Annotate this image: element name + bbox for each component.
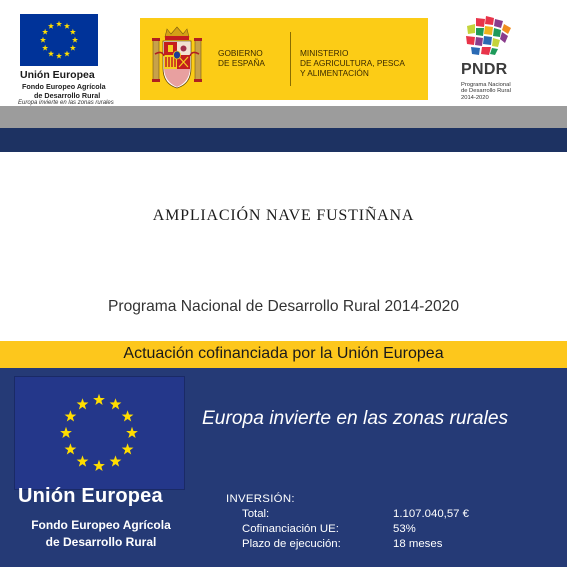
eu-star-icon <box>122 443 134 454</box>
navy-band <box>0 128 567 152</box>
eu-star-icon <box>65 443 77 454</box>
eu-logo <box>16 12 116 106</box>
header-logos <box>0 0 567 106</box>
investment-value-cofinancing: 53% <box>393 523 416 535</box>
eu-logo-fund <box>22 83 106 100</box>
footer-panel <box>0 368 567 567</box>
eu-star-icon <box>48 51 54 57</box>
eu-star-icon <box>77 398 89 409</box>
pndr-title: PNDR <box>461 61 508 78</box>
coat-of-arms-icon <box>152 26 202 92</box>
program-title: Programa Nacional de Desarrollo Rural 2014-2020 <box>107 298 460 315</box>
investment-value-duration: 18 meses <box>393 538 443 550</box>
footer-fund-line2: de Desarrollo Rural <box>45 535 157 549</box>
eu-flag-icon <box>14 376 185 490</box>
gray-band <box>0 106 567 128</box>
eu-star-icon <box>110 398 122 409</box>
eu-star-icon <box>93 394 105 405</box>
eu-star-icon <box>48 23 54 29</box>
eu-logo-fund-line2: de Desarrollo Rural <box>34 90 101 100</box>
eu-star-icon <box>56 53 62 59</box>
footer-eu-title: Unión Europea <box>18 485 163 507</box>
eu-logo-fund-line1: Fondo Europeo Agrícola <box>22 82 106 91</box>
eu-star-icon <box>64 51 70 57</box>
investment-label-total: Total: <box>242 508 270 520</box>
pndr-subtitle: Programa Nacional de Desarrollo Rural 2014-2020 <box>461 82 511 101</box>
eu-star-icon <box>42 45 48 51</box>
government-divider <box>290 32 291 86</box>
eu-flag-large-stars <box>15 377 184 489</box>
eu-star-icon <box>126 427 138 438</box>
cofinancing-band <box>0 341 567 368</box>
eu-star-icon <box>110 455 122 466</box>
eu-logo-title: Unión Europea <box>20 69 95 81</box>
footer-slogan: Europa invierte en las zonas rurales <box>202 408 509 429</box>
eu-star-icon <box>70 29 76 35</box>
investment-label-duration: Plazo de ejecución: <box>242 538 341 550</box>
eu-star-icon <box>93 460 105 471</box>
project-title: AMPLIACIÓN NAVE FUSTIÑANA <box>152 207 415 224</box>
eu-star-icon <box>60 427 72 438</box>
eu-star-icon <box>40 37 46 43</box>
eu-logo-slogan: Europa invierte en las zonas rurales <box>18 100 114 106</box>
eu-flag-small-stars <box>20 14 98 66</box>
footer-fund-line1: Fondo Europeo Agrícola <box>31 518 171 532</box>
eu-star-icon <box>42 29 48 35</box>
investment-label-cofinancing: Cofinanciación UE: <box>242 523 339 535</box>
eu-star-icon <box>72 37 78 43</box>
pndr-mosaic-icon <box>463 16 513 58</box>
eu-star-icon <box>56 21 62 27</box>
investment-value-total: 1.107.040,57 € <box>393 508 470 520</box>
eu-star-icon <box>64 23 70 29</box>
investment-heading: INVERSIÓN: <box>226 493 295 505</box>
cofinancing-text: Actuación cofinanciada por la Unión Europea <box>123 345 444 362</box>
pndr-logo <box>455 12 535 104</box>
government-logo <box>140 18 428 100</box>
eu-star-icon <box>122 410 134 421</box>
eu-flag-icon <box>20 14 98 66</box>
eu-star-icon <box>77 455 89 466</box>
eu-star-icon <box>70 45 76 51</box>
government-name: GOBIERNO DE ESPAÑA <box>218 48 265 68</box>
eu-star-icon <box>65 410 77 421</box>
ministry-name: MINISTERIO DE AGRICULTURA, PESCA Y ALIMENTACIÓN <box>300 48 405 78</box>
